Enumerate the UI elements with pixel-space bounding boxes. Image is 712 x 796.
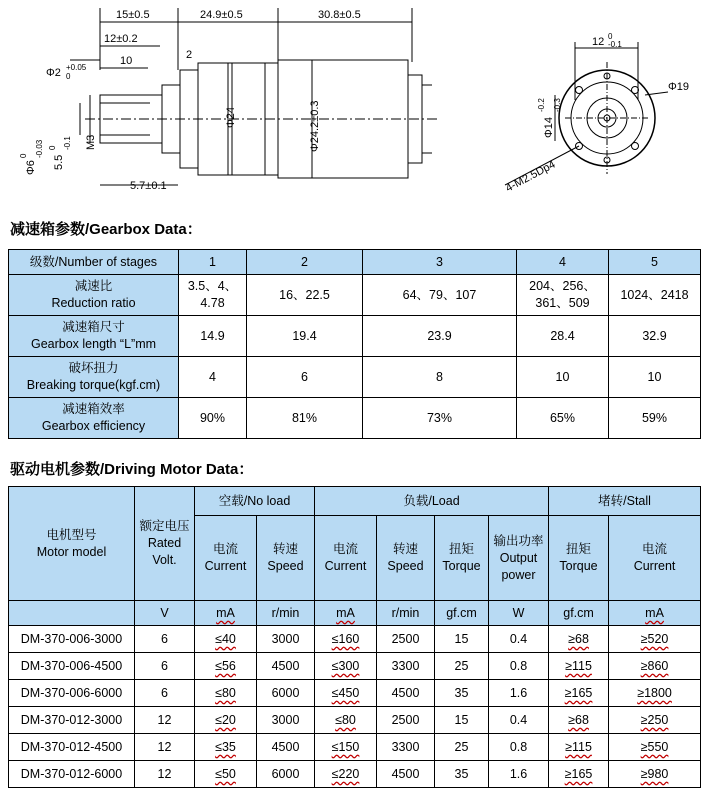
table-row [9, 761, 701, 788]
motor-value-cell: ≥165 [549, 680, 609, 707]
motor-value-cell: 4500 [377, 761, 435, 788]
gearbox-cell: 16、22.5 [247, 275, 363, 316]
gearbox-stage-4: 4 [517, 250, 609, 275]
motor-value-cell: 25 [435, 653, 489, 680]
table-row [9, 626, 701, 653]
gearbox-cell: 19.4 [247, 316, 363, 357]
motor-model-cell: DM-370-006-4500 [9, 653, 135, 680]
motor-noload-header: 空载/No load [195, 487, 315, 516]
load-current-header: 电流 Current [315, 516, 377, 601]
motor-value-cell: ≤450 [315, 680, 377, 707]
motor-value-cell: ≥250 [609, 707, 701, 734]
motor-value-cell: ≥520 [609, 626, 701, 653]
motor-value-cell: ≤20 [195, 707, 257, 734]
gearbox-row-label: 破坏扭力 Breaking torque(kgf.cm) [9, 357, 179, 398]
load-torque-header: 扭矩 Torque [435, 516, 489, 601]
table-row [9, 653, 701, 680]
motor-model-cell: DM-370-012-6000 [9, 761, 135, 788]
unit-cell: gf.cm [549, 601, 609, 626]
stall-torque-header: 扭矩 Torque [549, 516, 609, 601]
dim-10: 10 [120, 55, 133, 67]
dim-phi2: Φ2 [46, 67, 61, 79]
front-dim-phi14: Φ14 [543, 116, 555, 138]
dim-m3: M3 [85, 134, 97, 150]
motor-model-cell: DM-370-006-3000 [9, 626, 135, 653]
gearbox-cell: 23.9 [363, 316, 517, 357]
gearbox-stage-1: 1 [179, 250, 247, 275]
motor-value-cell: ≤50 [195, 761, 257, 788]
dim-2: 2 [186, 49, 193, 61]
gearbox-cell: 4 [179, 357, 247, 398]
stall-current-header: 电流 Current [609, 516, 701, 601]
unit-cell: V [135, 601, 195, 626]
front-dim-12-tol-dn: -0.1 [608, 40, 622, 49]
gearbox-cell: 64、79、107 [363, 275, 517, 316]
dim-15: 15±0.5 [116, 9, 150, 21]
front-dim-phi14-tol-dn: -0.3 [553, 98, 562, 112]
noload-current-header: 电流 Current [195, 516, 257, 601]
gearbox-cell: 8 [363, 357, 517, 398]
motor-model-header: 电机型号 Motor model [9, 487, 135, 601]
motor-value-cell: ≤150 [315, 734, 377, 761]
motor-data-rows [9, 626, 701, 788]
motor-value-cell: 6 [135, 626, 195, 653]
dim-phi24-2: Φ24.2±0.3 [309, 100, 321, 152]
unit-cell: mA [315, 601, 377, 626]
motor-value-cell: 6 [135, 653, 195, 680]
motor-value-cell: 6000 [257, 680, 315, 707]
motor-value-cell: 2500 [377, 626, 435, 653]
motor-value-cell: 4500 [377, 680, 435, 707]
gearbox-cell: 6 [247, 357, 363, 398]
motor-value-cell: 3300 [377, 734, 435, 761]
motor-value-cell: ≥165 [549, 761, 609, 788]
motor-value-cell: 25 [435, 734, 489, 761]
dim-phi6-tol-up: 0 [19, 153, 28, 158]
front-dim-phi14-tol-up: -0.2 [537, 98, 546, 112]
table-row [9, 680, 701, 707]
motor-value-cell: 0.4 [489, 707, 549, 734]
motor-model-cell: DM-370-012-3000 [9, 707, 135, 734]
motor-value-cell: 4500 [257, 734, 315, 761]
gearbox-efficiency-row [9, 398, 701, 439]
motor-value-cell: ≥68 [549, 626, 609, 653]
gearbox-cell: 73% [363, 398, 517, 439]
unit-cell: mA [195, 601, 257, 626]
front-dim-phi19: Φ19 [668, 81, 690, 93]
gearbox-cell: 59% [609, 398, 701, 439]
motor-value-cell: 0.8 [489, 653, 549, 680]
motor-section-title: 驱动电机参数/Driving Motor Data： [10, 461, 254, 478]
motor-value-cell: 15 [435, 707, 489, 734]
motor-value-cell: ≤35 [195, 734, 257, 761]
gearbox-cell: 65% [517, 398, 609, 439]
motor-value-cell: 6 [135, 680, 195, 707]
motor-value-cell: ≥1800 [609, 680, 701, 707]
dim-phi24: Φ24 [225, 106, 237, 128]
gearbox-ratio-row [9, 275, 701, 316]
motor-value-cell: 3300 [377, 653, 435, 680]
motor-value-cell: ≤80 [195, 680, 257, 707]
motor-value-cell: 12 [135, 707, 195, 734]
noload-speed-header: 转速 Speed [257, 516, 315, 601]
motor-model-cell: DM-370-006-6000 [9, 680, 135, 707]
gearbox-section-title: 减速箱参数/Gearbox Data： [10, 221, 202, 238]
gearbox-cell: 1024、2418 [609, 275, 701, 316]
gearbox-cell: 10 [609, 357, 701, 398]
load-speed-header: 转速 Speed [377, 516, 435, 601]
motor-value-cell: 3000 [257, 707, 315, 734]
motor-value-cell: 6000 [257, 761, 315, 788]
motor-value-cell: ≥980 [609, 761, 701, 788]
dim-12: 12±0.2 [104, 33, 138, 45]
gearbox-row-label: 减速箱效率 Gearbox efficiency [9, 398, 179, 439]
gearbox-row-label: 减速箱尺寸 Gearbox length “L”mm [9, 316, 179, 357]
unit-cell: gf.cm [435, 601, 489, 626]
gearbox-cell: 81% [247, 398, 363, 439]
motor-units-row [9, 601, 701, 626]
motor-value-cell: 15 [435, 626, 489, 653]
dim-phi2-tol-up: +0.05 [66, 63, 87, 72]
motor-value-cell: ≤80 [315, 707, 377, 734]
motor-stall-header: 堵转/Stall [549, 487, 701, 516]
dim-phi6-tol-dn: -0.03 [35, 139, 44, 158]
motor-value-cell: 12 [135, 734, 195, 761]
gearbox-stage-5: 5 [609, 250, 701, 275]
gearbox-cell: 204、256、 361、509 [517, 275, 609, 316]
motor-value-cell: ≥115 [549, 653, 609, 680]
gearbox-cell: 3.5、4、 4.78 [179, 275, 247, 316]
motor-value-cell: ≥68 [549, 707, 609, 734]
dim-5-5: 5.5 [53, 154, 65, 170]
front-dim-12-tol-up: 0 [608, 32, 613, 41]
motor-value-cell: 3000 [257, 626, 315, 653]
motor-value-cell: ≥860 [609, 653, 701, 680]
motor-value-cell: ≤160 [315, 626, 377, 653]
gearbox-stage-2: 2 [247, 250, 363, 275]
motor-value-cell: ≤300 [315, 653, 377, 680]
gearbox-cell: 90% [179, 398, 247, 439]
motor-rated-header: 额定电压 Rated Volt. [135, 487, 195, 601]
motor-value-cell: ≤56 [195, 653, 257, 680]
gearbox-cell: 32.9 [609, 316, 701, 357]
technical-drawing [0, 0, 712, 210]
table-row [9, 734, 701, 761]
dim-5-7: 5.7±0.1 [130, 180, 167, 192]
motor-value-cell: 0.4 [489, 626, 549, 653]
gearbox-stages-label: 级数/Number of stages [9, 250, 179, 275]
gearbox-cell: 10 [517, 357, 609, 398]
motor-value-cell: 35 [435, 680, 489, 707]
gearbox-table [8, 249, 701, 439]
dim-phi2-tol-dn: 0 [66, 72, 71, 81]
load-power-header: 输出功率 Output power [489, 516, 549, 601]
motor-value-cell: 1.6 [489, 680, 549, 707]
motor-table [8, 486, 701, 788]
motor-header-row-1 [9, 487, 701, 516]
motor-drawing-svg [0, 0, 712, 210]
motor-value-cell: ≤40 [195, 626, 257, 653]
motor-value-cell: 1.6 [489, 761, 549, 788]
unit-cell: W [489, 601, 549, 626]
motor-value-cell: 2500 [377, 707, 435, 734]
motor-value-cell: 0.8 [489, 734, 549, 761]
motor-model-cell: DM-370-012-4500 [9, 734, 135, 761]
table-row [9, 707, 701, 734]
dim-phi6: Φ6 [25, 160, 37, 175]
motor-value-cell: ≤220 [315, 761, 377, 788]
dim-30-8: 30.8±0.5 [318, 9, 361, 21]
front-screw-label: 4-M2.5Dp4 [503, 158, 558, 195]
gearbox-cell: 28.4 [517, 316, 609, 357]
motor-value-cell: 12 [135, 761, 195, 788]
gearbox-stage-3: 3 [363, 250, 517, 275]
unit-cell: r/min [377, 601, 435, 626]
units-blank [9, 601, 135, 626]
motor-value-cell: 35 [435, 761, 489, 788]
motor-value-cell: 4500 [257, 653, 315, 680]
gearbox-row-label: 减速比 Reduction ratio [9, 275, 179, 316]
gearbox-length-row [9, 316, 701, 357]
motor-value-cell: ≥115 [549, 734, 609, 761]
motor-value-cell: ≥550 [609, 734, 701, 761]
unit-cell: r/min [257, 601, 315, 626]
gearbox-torque-row [9, 357, 701, 398]
unit-cell: mA [609, 601, 701, 626]
front-dim-12: 12 [592, 36, 605, 48]
dim-24-9: 24.9±0.5 [200, 9, 243, 21]
motor-load-header: 负载/Load [315, 487, 549, 516]
dim-5-5-tol-up: 0 [48, 145, 57, 150]
gearbox-cell: 14.9 [179, 316, 247, 357]
gearbox-header-row [9, 250, 701, 275]
dim-5-5-tol-dn: -0.1 [63, 136, 72, 150]
